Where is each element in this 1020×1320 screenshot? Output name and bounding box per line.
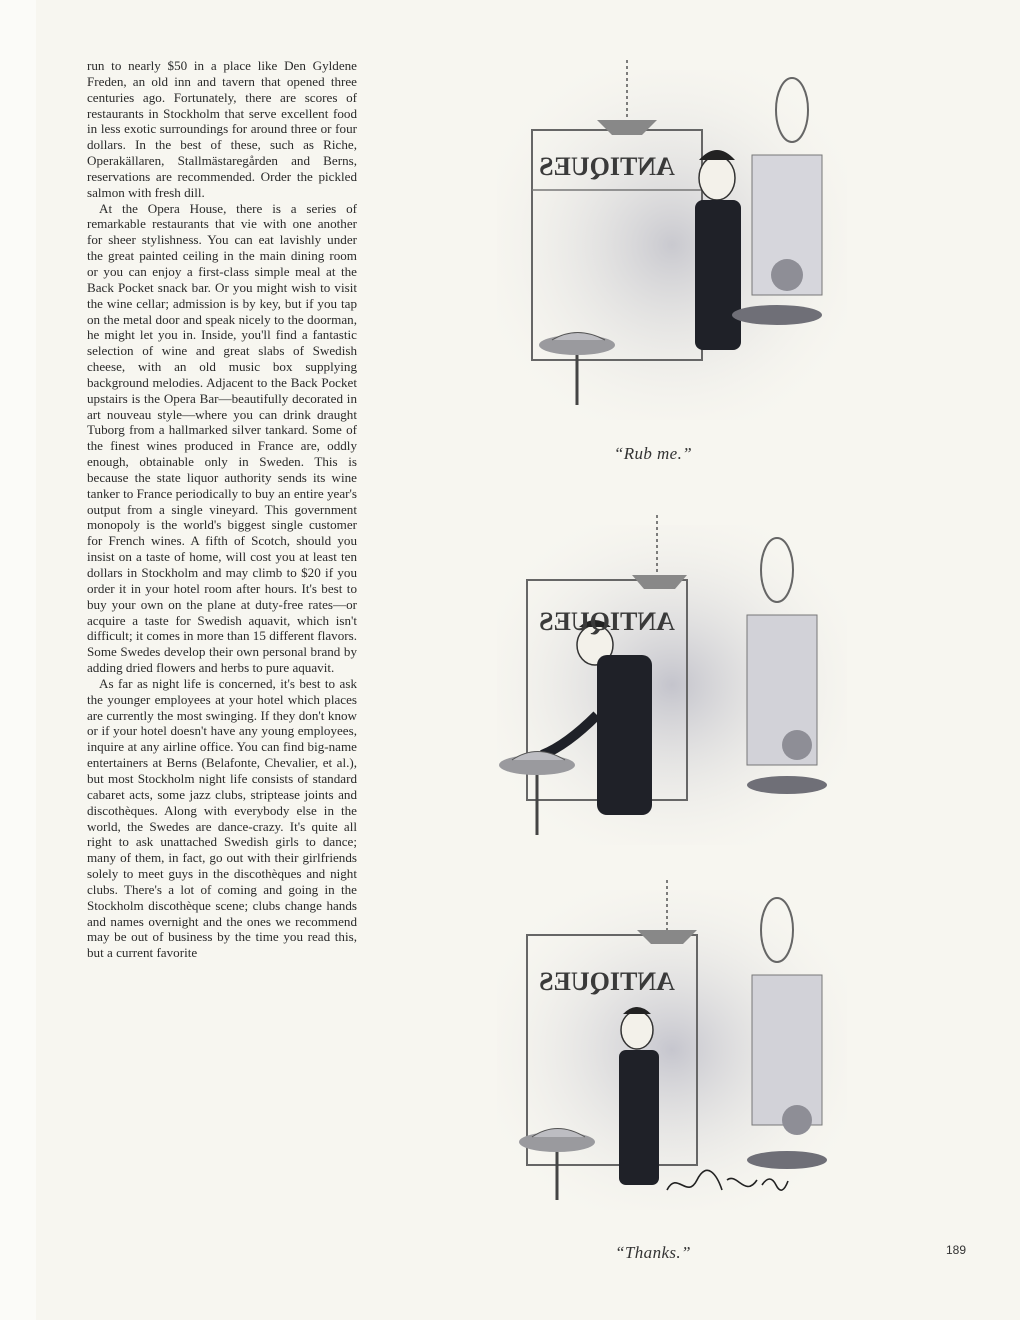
article-paragraph-1: run to nearly $50 in a place like Den Gyldene Freden, an old inn and tavern that opened three centuries ago. Fortunately, there are scores of restaurants in Stockholm that serve excellent food in less exotic surroundings for around three or four dollars. In the best of these, such as Riche, Operakällaren, Stallmästaregården and Berns, reservations are recommended. Order the pickled salmon with fresh dill. [87, 58, 357, 200]
article-column [87, 58, 357, 961]
caption-1: “Rub me.” [613, 444, 693, 463]
cartoon-panel-3 [487, 880, 857, 1220]
shop-sign-1: ANTIQUES [539, 152, 675, 181]
cartoon-drawing-2 [487, 515, 857, 855]
shop-sign-3: ANTIQUES [539, 967, 675, 996]
cartoon-panel-1 [487, 60, 857, 440]
page-number: 189 [946, 1243, 967, 1257]
shop-sign-2: ANTIQUES [539, 607, 675, 636]
caption-3: “Thanks.” [615, 1243, 691, 1262]
article-paragraph-3: As far as night life is concerned, it's best to ask the younger employees at your hotel which places are currently the most swinging. If they don't know or if your hotel doesn't have any young employees, inquire at any airline office. You can find big-name entertainers at Berns (Belafonte, Chevalier, et al.), but most Stockholm night life consists of standard cabaret acts, some jazz clubs, striptease joints and discothèques. Along with everybody else in the world, the Swedes are dance-crazy. It's quite all right to ask unattached Swedish girls to dance; many of them, in fact, go out with their girlfriends solely to meet guys in the discothèques and night clubs. There's a lot of coming and going in the Stockholm discothèque scene; clubs change hands and names overnight and the ones we recommend may be out of business by the time you read this, but a current favorite [87, 675, 357, 961]
article-paragraph-2: At the Opera House, there is a series of remarkable restaurants that vie with one another for sheer stylishness. You can eat lavishly under the great painted ceiling in the main dining room or you can enjoy a first-class simple meal at the Back Pocket snack bar. Or you might wish to visit the wine cellar; admission is by key, but if you tap on the metal door and speak nicely to the doorman, he might let you in. Inside, you'll find a fantastic selection of wine and great slabs of Swedish cheese, with an old music box supplying background melodies. Adjacent to the Back Pocket upstairs is the Opera Bar—beautifully decorated in art nouveau style—where you can drink draught Tuborg from a hallmarked silver tankard. Some of the finest wines produced in France are, oddly enough, obtainable only in Sweden. This is because the state liquor authority sends its wine tanker to France periodically to buy an entire year's output from a single vineyard. This government monopoly is the world's biggest single customer for French wines. A fifth of Scotch, should you insist on a taste of home, will cost you at least ten dollars in Stockholm and may climb to $20 if you order it in your hotel room after hours. It's best to buy your own on the plane at duty-free rates—or acquire a taste for Swedish aquavit, which isn't difficult; it comes in more than 15 different flavors. Some Swedes develop their own personal brand by adding dried flowers and herbs to pure aquavit. [87, 200, 357, 676]
cartoon-drawing-1 [487, 60, 857, 440]
cartoon-panel-2 [487, 515, 857, 855]
cartoon-drawing-3 [487, 880, 857, 1220]
